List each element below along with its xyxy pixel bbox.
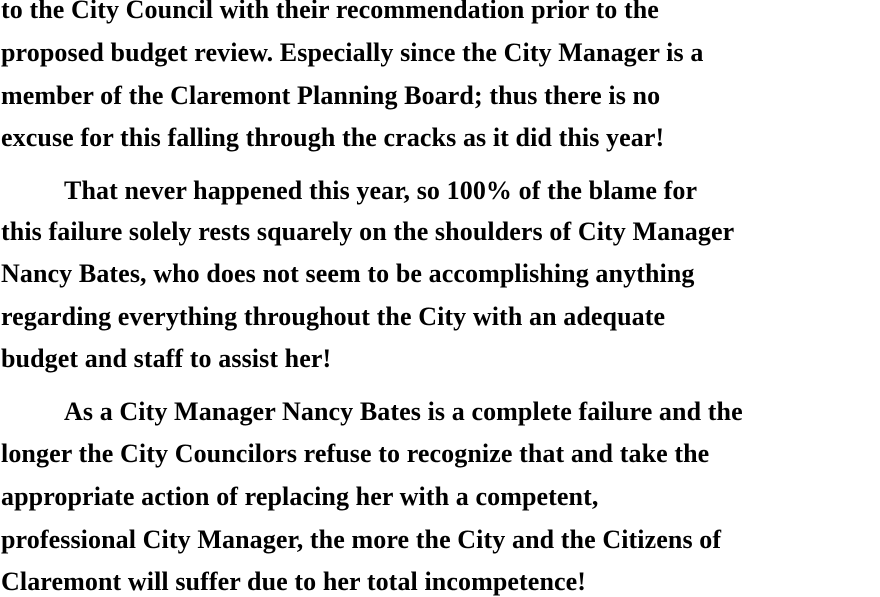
- text-line: professional City Manager, the more the City and the Citizens of: [1, 525, 722, 554]
- text-line: member of the Claremont Planning Board; thus there is no: [1, 81, 661, 110]
- text-line: excuse for this falling through the cracks as it did this year!: [1, 123, 665, 152]
- text-line: Claremont will suffer due to her total incompetence!: [1, 567, 587, 596]
- text-line: As a City Manager Nancy Bates is a complete failure and the: [64, 397, 743, 426]
- text-line: That never happened this year, so 100% of the blame for: [64, 176, 698, 205]
- text-line: proposed budget review. Especially since the City Manager is a: [1, 38, 704, 67]
- text-line: regarding everything throughout the City with an adequate: [1, 302, 666, 331]
- text-line: to the City Council with their recommendation prior to the: [1, 0, 659, 24]
- text-line: Nancy Bates, who does not seem to be accomplishing anything: [1, 259, 695, 288]
- text-line: longer the City Councilors refuse to recognize that and take the: [1, 439, 710, 468]
- text-line: appropriate action of replacing her with a competent,: [1, 482, 599, 511]
- text-line: budget and staff to assist her!: [1, 344, 332, 373]
- text-line: this failure solely rests squarely on the shoulders of City Manager: [1, 217, 735, 246]
